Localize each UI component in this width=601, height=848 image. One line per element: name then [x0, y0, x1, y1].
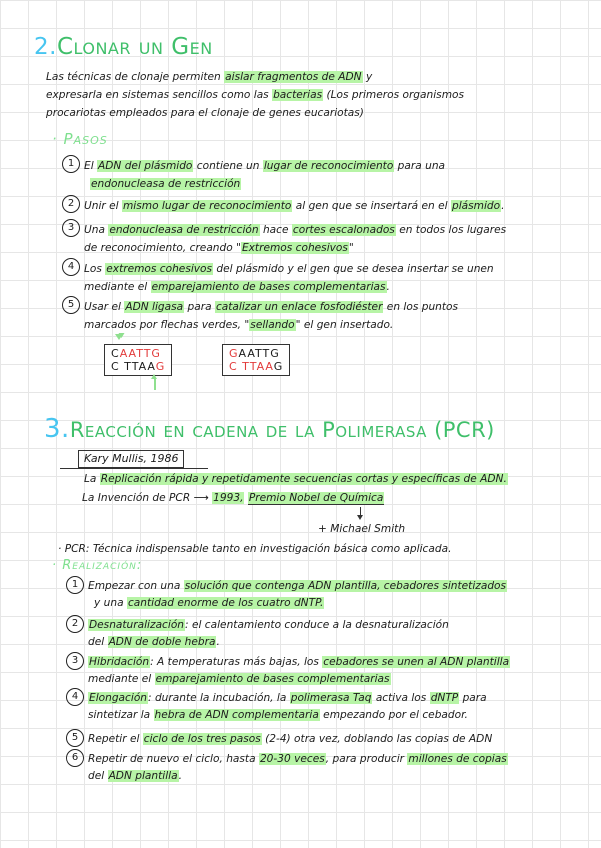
text-fragment: y	[362, 71, 373, 83]
text-fragment: (2-4) otra vez, doblando las copias de ADN	[261, 733, 493, 745]
step-text	[84, 157, 445, 193]
step-line	[88, 654, 510, 671]
step-text	[88, 654, 510, 688]
text-fragment: Repetir el	[88, 733, 143, 745]
text-fragment: : A temperaturas más bajas, los	[150, 656, 323, 668]
highlighted-text: plásmido	[451, 200, 501, 212]
step-number-icon: 2	[66, 615, 84, 633]
step-text	[88, 690, 487, 724]
step-text	[88, 578, 507, 612]
highlighted-text: Replicación rápida y repetidamente secuencias cortas y específicas de ADN.	[100, 473, 507, 485]
step-line	[88, 671, 510, 688]
highlighted-text: hebra de ADN complementaria	[154, 709, 319, 721]
step-line	[88, 690, 487, 707]
dna-left-top-black: C	[111, 347, 120, 360]
text-fragment: contiene un	[193, 160, 263, 172]
highlighted-text: 20-30 veces	[259, 753, 325, 765]
highlighted-text: ciclo de los tres pasos	[143, 733, 261, 745]
step-line	[84, 316, 458, 334]
text-fragment: Usar el	[84, 301, 125, 313]
dna-left-bottom-red: G	[155, 360, 166, 373]
section-title-text: Clonar un Gen	[56, 34, 213, 60]
section-title-pcr-text: Reacción en cadena de la Polimerasa (PCR)	[69, 418, 495, 442]
text-fragment: .	[178, 770, 182, 782]
step-number-icon: 5	[66, 729, 84, 747]
highlighted-text: Hibridación	[89, 656, 150, 668]
text-fragment: sintetizar la	[88, 709, 154, 721]
step-line	[88, 768, 508, 785]
step-number-icon: 3	[62, 219, 80, 237]
realizacion-heading: · Realización:	[52, 558, 143, 573]
text-fragment: marcados por flechas verdes, "	[84, 319, 250, 331]
step-line	[84, 221, 506, 239]
highlighted-text: endonucleasa de restricción	[91, 178, 241, 190]
text-fragment: para	[459, 692, 487, 704]
section-number: 2.	[34, 34, 57, 60]
text-fragment: del	[88, 636, 108, 648]
text-fragment: en los puntos	[383, 301, 459, 313]
step-number-icon: 5	[62, 296, 80, 314]
invention-year: 1993,	[213, 492, 244, 504]
text-fragment: de reconocimiento, creando "	[84, 242, 241, 254]
section-number-pcr: 3.	[44, 414, 70, 444]
step-line	[88, 731, 492, 748]
step-text	[88, 751, 508, 785]
step-number-icon: 4	[62, 258, 80, 276]
ligation-arrow-bottom	[154, 378, 156, 390]
text-fragment: : durante la incubación, la	[148, 692, 290, 704]
author-box: Kary Mullis, 1986	[78, 450, 184, 468]
text-fragment: hace	[259, 224, 292, 236]
text-fragment: Una	[84, 224, 109, 236]
step-line	[88, 578, 507, 595]
highlighted-text: cantidad enorme de los cuatro dNTP.	[127, 597, 324, 609]
step-line	[88, 707, 487, 724]
invention-label: La Invención de PCR	[82, 492, 191, 504]
highlighted-text: ADN de doble hebra	[108, 636, 216, 648]
step-text	[88, 617, 449, 651]
dna-right-bottom-red: C TTAA	[229, 360, 274, 373]
text-fragment: del	[88, 770, 108, 782]
text-fragment: " el gen insertado.	[295, 319, 394, 331]
text-fragment: Empezar con una	[88, 580, 184, 592]
section-title-clonar	[34, 34, 213, 60]
dna-box-left	[104, 344, 172, 376]
intro-paragraph	[46, 68, 464, 122]
text-fragment: .	[216, 636, 220, 648]
highlighted-text: ADN del plásmido	[98, 160, 193, 172]
dna-right-top-red: G	[229, 347, 239, 360]
step-number-icon: 2	[62, 195, 80, 213]
highlighted-text: extremos cohesivos	[106, 263, 213, 275]
arrow-down-head	[357, 515, 363, 520]
text-fragment: Unir el	[84, 200, 122, 212]
highlighted-text: cebadores se unen al ADN plantilla	[323, 656, 510, 668]
highlighted-text: cortes escalonados	[292, 224, 395, 236]
highlighted-text: solución que contenga ADN plantilla, cebadores sintetizados	[184, 580, 507, 592]
step-number-icon: 3	[66, 652, 84, 670]
text-fragment: Las técnicas de clonaje permiten	[46, 71, 225, 83]
highlighted-text: lugar de reconocimiento	[263, 160, 394, 172]
text-fragment: para	[184, 301, 215, 313]
step-number-icon: 1	[66, 576, 84, 594]
intro-line	[46, 104, 464, 122]
section-title-pcr	[44, 414, 495, 444]
step-line	[84, 278, 494, 296]
text-fragment: "	[348, 242, 354, 254]
highlighted-text: emparejamiento de bases complementarias	[155, 673, 390, 685]
text-fragment: (Los primeros organismos	[323, 89, 465, 101]
pcr-definition: · PCR: Técnica indispensable tanto en investigación básica como aplicada.	[58, 543, 452, 555]
step-line	[84, 239, 506, 257]
text-fragment: Los	[84, 263, 106, 275]
text-fragment: y una	[94, 597, 127, 609]
highlighted-text: Desnaturalización	[89, 619, 185, 631]
step-number-icon: 1	[62, 155, 80, 173]
highlighted-text: Extremos cohesivos	[241, 242, 348, 254]
step-line	[84, 157, 445, 175]
text-fragment: , para producir	[325, 753, 408, 765]
step-text	[84, 221, 506, 257]
step-line	[88, 634, 449, 651]
step-text	[88, 731, 492, 748]
step-text	[84, 260, 494, 296]
plus-name: + Michael Smith	[318, 523, 406, 535]
highlighted-text: millones de copias	[408, 753, 507, 765]
pcr-invention-line	[82, 491, 384, 505]
dna-right-bottom-black: G	[273, 360, 284, 373]
step-text	[84, 298, 458, 334]
text-fragment: La	[84, 473, 100, 485]
text-fragment: .	[501, 200, 505, 212]
step-line	[84, 260, 494, 278]
text-fragment: para una	[394, 160, 446, 172]
text-fragment: .	[386, 281, 390, 293]
dna-left-top-red: AATTG	[119, 347, 161, 360]
dna-box-right	[222, 344, 290, 376]
dna-left-bottom-black: C TTAA	[111, 360, 156, 373]
highlighted-text: endonucleasa de restricción	[109, 224, 259, 236]
step-line	[88, 617, 449, 634]
text-fragment: empezando por el cebador.	[319, 709, 468, 721]
step-number-icon: 4	[66, 688, 84, 706]
text-fragment: El	[84, 160, 98, 172]
intro-line	[46, 68, 464, 86]
step-number-icon: 6	[66, 749, 84, 767]
text-fragment: activa los	[372, 692, 430, 704]
text-fragment: mediante el	[84, 281, 151, 293]
step-line	[88, 595, 507, 612]
text-fragment: al gen que se insertará en el	[292, 200, 451, 212]
highlighted-text: sellando	[250, 319, 295, 331]
arrow-right-icon: ⟶	[193, 492, 209, 504]
highlighted-text: emparejamiento de bases complementarias	[151, 281, 386, 293]
highlighted-text: aislar fragmentos de ADN	[225, 71, 362, 83]
text-fragment: Repetir de nuevo el ciclo, hasta	[88, 753, 259, 765]
text-fragment: mediante el	[88, 673, 155, 685]
highlighted-text: catalizar un enlace fosfodiéster	[215, 301, 383, 313]
text-fragment: del plásmido y el gen que se desea insertar se unen	[213, 263, 494, 275]
pcr-replication-line	[84, 472, 508, 486]
step-line	[84, 298, 458, 316]
text-fragment: : el calentamiento conduce a la desnaturalización	[185, 619, 449, 631]
highlighted-text: ADN ligasa	[125, 301, 184, 313]
dna-right-top-black: AATTG	[238, 347, 280, 360]
intro-line	[46, 86, 464, 104]
text-fragment: expresarla en sistemas sencillos como las	[46, 89, 273, 101]
highlighted-text: dNTP	[430, 692, 459, 704]
text-fragment: en todos los lugares	[395, 224, 507, 236]
pasos-heading: · Pasos	[52, 130, 108, 148]
nobel-prize: Premio Nobel de Química	[248, 492, 384, 504]
highlighted-text: polimerasa Taq	[290, 692, 372, 704]
highlighted-text: ADN plantilla	[108, 770, 178, 782]
ligation-arrow-down-icon	[115, 334, 123, 340]
text-fragment: procariotas empleados para el clonaje de genes eucariotas)	[46, 107, 364, 119]
step-line	[84, 175, 445, 193]
author-underline	[60, 468, 208, 469]
highlighted-text: Elongación	[89, 692, 148, 704]
step-line	[88, 751, 508, 768]
step-text	[84, 197, 505, 215]
step-line	[84, 197, 505, 215]
highlighted-text: mismo lugar de reconocimiento	[122, 200, 292, 212]
highlighted-text: bacterias	[273, 89, 323, 101]
